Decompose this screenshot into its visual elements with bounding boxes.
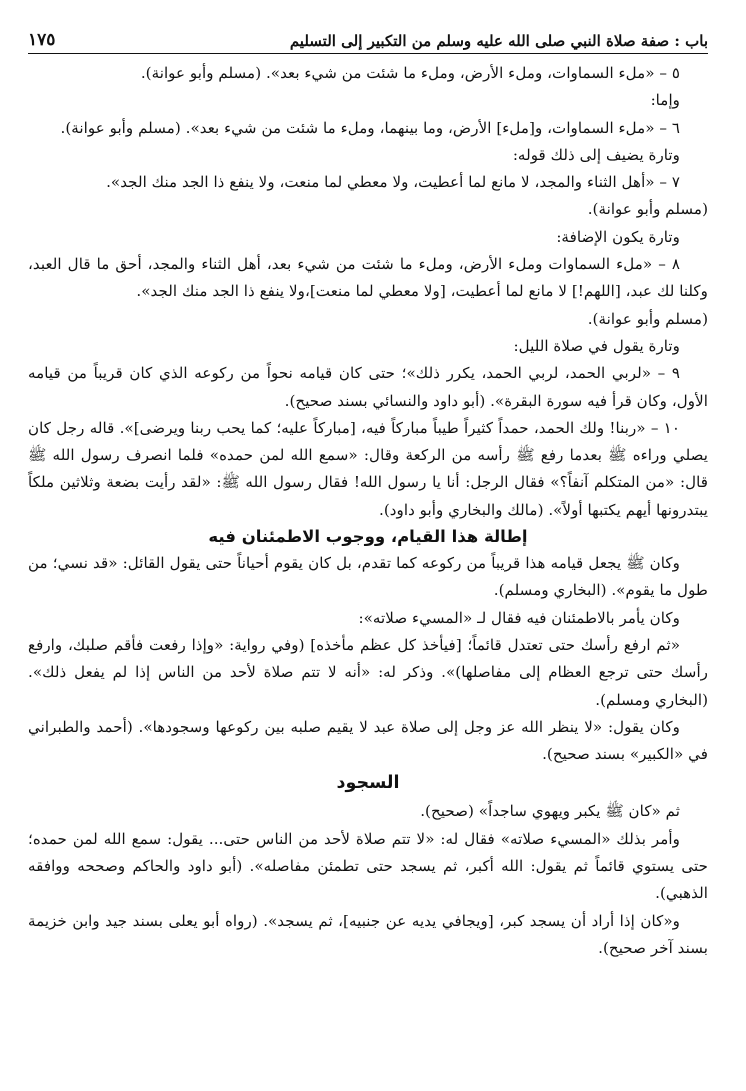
running-title: باب : صفة صلاة النبي صلى الله عليه وسلم من التكبير إلى التسليم: [289, 32, 708, 50]
paragraph: وتارة يضيف إلى ذلك قوله:: [512, 145, 680, 164]
paragraph: ٧ – «أهل الثناء والمجد، لا مانع لما أعطيت، ولا معطي لما منعت، ولا ينفع ذا الجد منك الجد».: [106, 173, 680, 192]
section-heading: السجود: [336, 773, 400, 794]
paragraph: وكان ﷺ يجعل قيامه هذا قريباً من ركوعه كما تقدم، بل كان يقوم أحياناً حتى يقول القائل: «قد نسي؛ من طول ما يقوم». (البخاري ومسلم).: [28, 554, 708, 600]
paragraph: ٦ – «ملء السماوات، و[ملء] الأرض، وما بينهما، وملء ما شئت من شيء بعد». (مسلم وأبو عوانة).: [60, 118, 680, 137]
paragraph: «ثم ارفع رأسك حتى تعتدل قائماً؛ [فيأخذ كل عظم مأخذه] (وفي رواية: «وإذا رفعت فأقم صلبك، وارفع رأسك حتى ترجع العظام إلى مفاصلها)». وذكر له: «أنه لا تتم صلاة لأحد من الناس إذا لم يفعل ذلك». (البخاري ومسلم).: [28, 635, 708, 709]
page-header: [28, 22, 708, 54]
paragraph: وكان يقول: «لا ينظر الله عز وجل إلى صلاة عبد لا يقيم صلبه بين ركوعها وسجودها». (أحمد والطبراني في «الكبير» بسند صحيح).: [28, 717, 708, 764]
paragraph: ٥ – «ملء السماوات، وملء الأرض، وملء ما شئت من شيء بعد». (مسلم وأبو عوانة).: [140, 64, 680, 82]
page-body: [28, 60, 708, 962]
paragraph: و«كان إذا أراد أن يسجد كبر، [ويجافي يديه عن جنبيه]، ثم يسجد». (رواه أبو يعلى بسند جيد وابن خزيمة بسند آخر صحيح).: [28, 911, 708, 957]
paragraph: ثم «كان ﷺ يكبر ويهوي ساجداً» (صحيح).: [420, 802, 680, 821]
paragraph: ١٠ – «ربنا! ولك الحمد، حمداً كثيراً طيباً مباركاً فيه، [مباركاً عليه؛ كما يحب ربنا ويرضى]». قاله رجل كان يصلي وراءه ﷺ بعدما رفع ﷺ رأسه من الركعة وقال: «سمع الله لمن حمده» فلما انصرف رسول الله ﷺ قال: «من المتكلم آنفاً؟» فقال الرجل: أنا يا رسول الله! فقال رسول الله ﷺ: «لقد رأيت بضعة وثلاثين ملكاً يبتدرونها أيهم يكتبها أولاً». (مالك والبخاري وأبو داود).: [28, 418, 708, 519]
paragraph: ٨ – «ملء السماوات وملء الأرض، وملء ما شئت من شيء بعد، أهل الثناء والمجد، أحق ما قال العبد، وكلنا لك عبد، [اللهم!] لا مانع لما أعطيت، [ولا معطي لما منعت]،ولا ينفع ذا الجد منك الجد».: [28, 255, 708, 301]
section-heading: إطالة هذا القيام، ووجوب الاطمئنان فيه: [208, 527, 528, 547]
paragraph: وإما:: [650, 91, 680, 110]
paragraph: وتارة يكون الإضافة:: [556, 227, 680, 246]
paragraph: (مسلم وأبو عوانة).: [587, 200, 708, 219]
paragraph: (مسلم وأبو عوانة).: [587, 309, 708, 328]
paragraph: وأمر بذلك «المسيء صلاته» فقال له: «لا تتم صلاة لأحد من الناس حتى... يقول: سمع الله لمن حمده؛ حتى يستوي قائماً ثم يقول: الله أكبر، ثم يسجد حتى تطمئن مفاصله». (أبو داود والحاكم وصححه ووافقه الذهبي).: [28, 829, 708, 903]
page-number: ١٧٥: [28, 30, 56, 50]
paragraph: ٩ – «لربي الحمد، لربي الحمد، يكرر ذلك»؛ حتى كان قيامه نحواً من ركوعه الذي كان قريباً من قيامه الأول، وكان قرأ فيه سورة البقرة». (أبو داود والنسائي بسند صحيح).: [28, 364, 708, 410]
paragraph: وكان يأمر بالاطمئنان فيه فقال لـ «المسيء صلاته»:: [358, 608, 680, 627]
paragraph: وتارة يقول في صلاة الليل:: [513, 336, 680, 355]
